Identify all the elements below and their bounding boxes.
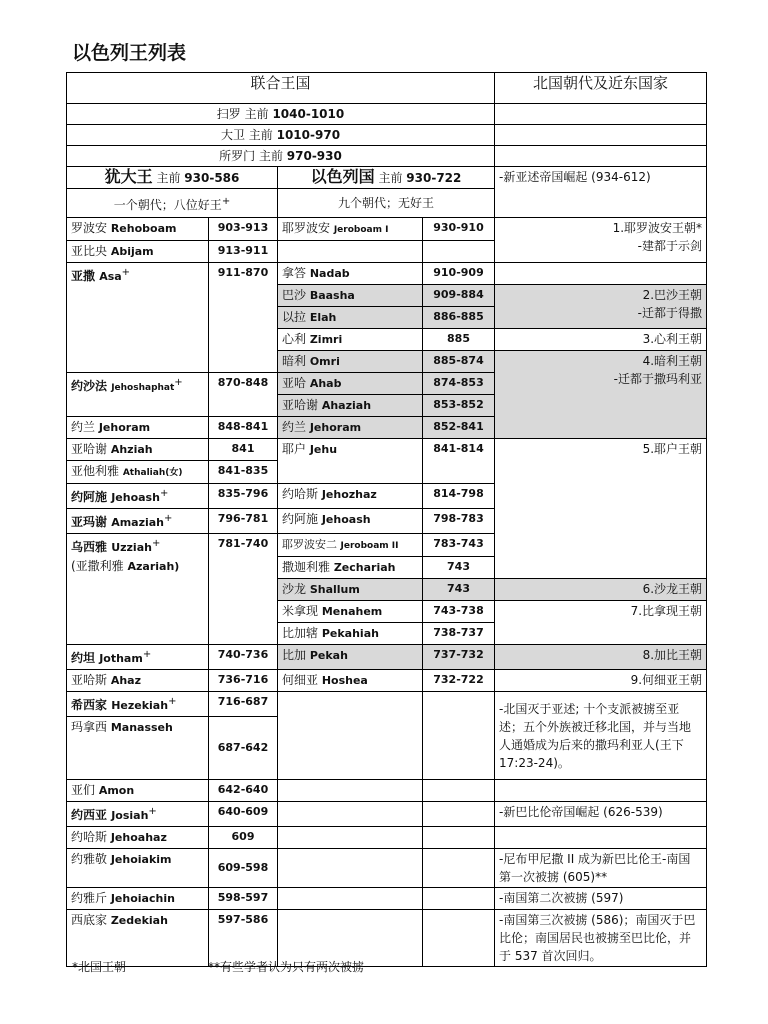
israel-king-cn: 巴沙	[282, 288, 310, 302]
judah-king-cn: 亚们	[71, 783, 99, 797]
israel-title: 以色列国	[310, 167, 375, 186]
kings-table	[66, 72, 707, 967]
judah-king-en: Ahaz	[110, 674, 141, 687]
israel-king-en: Jeroboam II	[340, 541, 399, 551]
israel-king-en: Baasha	[309, 289, 355, 302]
israel-king-cn: 约兰	[282, 420, 310, 434]
dynasty-name: 6.沙龙王朝	[642, 582, 703, 596]
israel-king-cn: 比加辖	[282, 626, 322, 640]
israel-king-en: Ahab	[309, 377, 342, 390]
first-exile-note: -尼布甲尼撒 II 成为新巴比伦王-南国第一次被掳 (605)**	[495, 849, 707, 888]
judah-summary: 一个朝代；八位好王	[113, 197, 222, 212]
footnote-north-dynasty: *北国王朝	[72, 960, 127, 974]
dynasty-name: 4.暗利王朝	[642, 354, 703, 368]
table-row	[67, 439, 707, 461]
israel-king-cn: 心利	[282, 332, 310, 346]
judah-king-cn: 亚玛谢	[71, 515, 112, 529]
judah-king-years: 911-870	[209, 263, 278, 373]
judah-king-years: 740-736	[209, 645, 278, 670]
judah-king-en: Uzziah	[111, 541, 152, 554]
judah-king-en: Hezekiah	[111, 699, 169, 712]
israel-king-cn: 亚哈	[282, 376, 310, 390]
dynasty-name: 3.心利王朝	[642, 332, 703, 346]
dynasty-cell	[495, 329, 707, 351]
united-kingdom-header: 联合王国	[67, 73, 495, 104]
israel-king-years: 852-841	[423, 417, 495, 439]
table-row	[67, 670, 707, 692]
israel-king-en: Ahaziah	[321, 399, 372, 412]
israel-king-en: Jeroboam I	[333, 225, 389, 235]
judah-king-en: Amon	[98, 784, 135, 797]
israel-king-years: 910-909	[423, 263, 495, 285]
judah-king-years: 716-687	[209, 692, 278, 717]
judah-era-prefix: 主前	[156, 171, 185, 185]
judah-king-cn: 乌西雅	[71, 540, 112, 554]
judah-king-cn: 约坦	[71, 651, 100, 665]
united-king-years: 970-930	[286, 149, 342, 163]
israel-king-cn: 耶罗波安二	[282, 538, 341, 551]
israel-king-en: Pekah	[309, 649, 348, 662]
judah-king-alt-cn: (亚撒利雅	[71, 559, 128, 573]
babylon-note: -新巴比伦帝国崛起 (626-539)	[495, 802, 707, 827]
judah-king-cn: 亚哈谢	[71, 442, 111, 456]
judah-king-en: Jotham	[99, 652, 143, 665]
good-king-mark: +	[142, 649, 152, 660]
israel-era: 930-722	[406, 171, 462, 185]
dynasty-cell	[495, 670, 707, 692]
judah-king-cn: 亚比央	[71, 244, 111, 258]
judah-king-years: 687-642	[209, 717, 278, 780]
good-king-mark: +	[168, 696, 177, 707]
good-king-mark: +	[164, 513, 173, 524]
judah-king-alt-en: Azariah)	[127, 560, 180, 573]
united-king-years: 1040-1010	[272, 107, 345, 121]
judah-king-cn: 约兰	[71, 420, 99, 434]
dynasty-cell	[495, 439, 707, 579]
israel-king-cn: 约阿施	[282, 512, 322, 526]
judah-king-en: Jehoshaphat	[111, 383, 175, 393]
good-king-mark: +	[148, 806, 157, 817]
judah-king-en: Ahziah	[110, 443, 153, 456]
israel-king-years: 874-853	[423, 373, 495, 395]
judah-king-en: Jehoram	[98, 421, 151, 434]
israel-king-cn: 拿答	[282, 266, 310, 280]
united-king-name: 扫罗 主前	[216, 107, 273, 121]
assyria-note: -新亚述帝国崛起 (934-612)	[495, 167, 707, 218]
israel-era-prefix: 主前	[378, 171, 407, 185]
good-king-mark: +	[151, 538, 161, 549]
israel-king-years: 743	[423, 557, 495, 579]
judah-king-cn: 罗波安	[71, 221, 111, 235]
united-king-row	[67, 104, 707, 125]
kingdom-title-row	[67, 167, 707, 189]
judah-king-en: Jehoiakim	[110, 853, 172, 866]
judah-king-years: 640-609	[209, 802, 278, 827]
judah-king-en: Athaliah(女)	[122, 468, 183, 478]
israel-king-years: 738-737	[423, 623, 495, 645]
judah-king-years: 642-640	[209, 780, 278, 802]
israel-king-en: Nadab	[309, 267, 350, 280]
judah-king-years: 796-781	[209, 509, 278, 534]
judah-king-cn: 约阿施	[71, 490, 112, 504]
dynasty-cell	[495, 351, 707, 439]
israel-king-cn: 耶户	[282, 442, 310, 456]
united-king-row	[67, 146, 707, 167]
judah-king-years: 736-716	[209, 670, 278, 692]
israel-king-cn: 比加	[282, 648, 310, 662]
israel-king-cn: 撒迦利雅	[282, 560, 334, 574]
table-row	[67, 888, 707, 910]
judah-king-cn: 玛拿西	[71, 720, 111, 734]
judah-king-years: 598-597	[209, 888, 278, 910]
israel-king-years: 783-743	[423, 534, 495, 557]
good-king-mark: +	[221, 195, 231, 207]
israel-king-years: 798-783	[423, 509, 495, 534]
north-era-header: 北国朝代及近东国家	[495, 73, 707, 104]
dynasty-cell	[495, 579, 707, 601]
judah-king-cn: 约雅斤	[71, 891, 111, 905]
israel-king-years: 743	[423, 579, 495, 601]
israel-summary: 九个朝代；无好王	[278, 189, 495, 218]
israel-king-en: Zechariah	[333, 561, 396, 574]
united-king-row	[67, 125, 707, 146]
israel-king-cn: 亚哈谢	[282, 398, 322, 412]
good-king-mark: +	[159, 488, 169, 499]
table-row	[67, 849, 707, 888]
judah-king-years: 903-913	[209, 218, 278, 241]
dynasty-cell	[495, 218, 707, 263]
israel-king-en: Jehoash	[321, 513, 371, 526]
table-row	[67, 692, 707, 717]
israel-king-years: 885-874	[423, 351, 495, 373]
israel-king-years: 841-814	[423, 439, 495, 484]
judah-title-cell	[67, 167, 278, 189]
israel-king-years: 743-738	[423, 601, 495, 623]
israel-title-cell	[278, 167, 495, 189]
judah-king-years: 848-841	[209, 417, 278, 439]
judah-king-en: Asa	[99, 270, 122, 283]
judah-king-en: Jehoahaz	[110, 831, 167, 844]
united-king-years: 1010-970	[276, 128, 341, 142]
dynasty-cell	[495, 601, 707, 645]
judah-king-years: 870-848	[209, 373, 278, 417]
israel-king-en: Jehoram	[309, 421, 362, 434]
footnote-exiles: **有些学者认为只有两次被掳	[208, 960, 365, 974]
israel-king-cn: 何细亚	[282, 673, 322, 687]
judah-king-en: Abijam	[110, 245, 154, 258]
judah-king-cn: 西底家	[71, 913, 111, 927]
israel-king-years: 853-852	[423, 395, 495, 417]
judah-king-en: Amaziah	[111, 516, 165, 529]
dynasty-name: 1.耶罗波安王朝*	[612, 221, 703, 235]
united-king-name: 大卫 主前	[220, 128, 277, 142]
dynasty-cell	[495, 285, 707, 329]
table-row	[67, 910, 707, 967]
dynasty-name: 8.加比王朝	[642, 648, 703, 662]
dynasty-cell	[495, 645, 707, 670]
israel-king-en: Pekahiah	[321, 627, 379, 640]
second-exile-note: -南国第二次被掳 (597)	[495, 888, 707, 910]
judah-king-en: Rehoboam	[110, 222, 177, 235]
israel-king-en: Omri	[309, 355, 340, 368]
fall-north-note: -北国灭于亚述; 十个支派被掳至亚述；五个外族被迁移北国，并与当地人通婚成为后来的撒玛利亚人(王下 17:23-24)。	[495, 692, 707, 780]
header-row	[67, 73, 707, 104]
judah-king-years: 597-586	[209, 910, 278, 967]
israel-king-years: 814-798	[423, 484, 495, 509]
israel-king-years: 930-910	[423, 218, 495, 241]
united-king-name: 所罗门 主前	[219, 149, 287, 163]
table-row	[67, 780, 707, 802]
dynasty-capital: -建都于示剑	[637, 239, 703, 253]
dynasty-capital: -迁都于得撒	[637, 306, 703, 320]
israel-king-en: Shallum	[309, 583, 360, 596]
dynasty-capital: -迁都于撒玛利亚	[613, 372, 703, 386]
judah-king-years: 609	[209, 827, 278, 849]
good-king-mark: +	[121, 267, 131, 278]
judah-king-cn: 约沙法	[71, 379, 112, 393]
judah-king-cn: 希西家	[71, 698, 112, 712]
table-row	[67, 645, 707, 670]
judah-king-cn: 亚撒	[71, 269, 100, 283]
judah-king-en: Jehoiachin	[110, 892, 175, 905]
israel-king-en: Hoshea	[321, 674, 368, 687]
israel-king-years: 732-722	[423, 670, 495, 692]
israel-king-en: Menahem	[321, 605, 383, 618]
judah-era: 930-586	[184, 171, 240, 185]
israel-king-cn: 暗利	[282, 354, 310, 368]
israel-king-cn: 沙龙	[282, 582, 310, 596]
israel-king-years: 886-885	[423, 307, 495, 329]
israel-king-en: Jehu	[309, 443, 338, 456]
dynasty-name: 5.耶户王朝	[642, 442, 703, 456]
israel-king-en: Jehozhaz	[321, 488, 377, 501]
israel-king-cn: 米拿现	[282, 604, 322, 618]
israel-king-years: 909-884	[423, 285, 495, 307]
judah-king-cn: 亚他利雅	[71, 464, 123, 478]
page-title: 以色列王列表	[72, 42, 187, 64]
dynasty-name: 9.何细亚王朝	[630, 673, 703, 687]
judah-king-cn: 约西亚	[71, 808, 112, 822]
dynasty-name: 7.比拿现王朝	[630, 604, 703, 618]
israel-king-en: Elah	[309, 311, 337, 324]
judah-king-years: 835-796	[209, 484, 278, 509]
israel-king-cn: 耶罗波安	[282, 221, 334, 235]
judah-title: 犹大王	[104, 167, 153, 186]
judah-king-en: Manasseh	[110, 721, 173, 734]
judah-king-en: Josiah	[111, 809, 149, 822]
table-row	[67, 802, 707, 827]
judah-king-years: 609-598	[209, 849, 278, 888]
israel-king-years: 737-732	[423, 645, 495, 670]
judah-king-years: 841-835	[209, 461, 278, 484]
table-row	[67, 827, 707, 849]
judah-king-years: 781-740	[209, 534, 278, 645]
judah-king-years: 913-911	[209, 241, 278, 263]
third-exile-note: -南国第三次被掳 (586)；南国灭于巴比伦；南国居民也被掳至巴比伦，并于 537 首次回归。	[495, 910, 707, 967]
dynasty-name: 2.巴沙王朝	[642, 288, 703, 302]
table-row	[67, 218, 707, 241]
judah-king-cn: 亚哈斯	[71, 673, 111, 687]
judah-king-years: 841	[209, 439, 278, 461]
israel-king-cn: 约哈斯	[282, 487, 322, 501]
good-king-mark: +	[174, 377, 183, 388]
judah-king-en: Jehoash	[111, 491, 160, 504]
judah-king-cn: 约雅敬	[71, 852, 111, 866]
israel-king-years: 885	[423, 329, 495, 351]
israel-king-en: Zimri	[309, 333, 343, 346]
judah-king-en: Zedekiah	[110, 914, 168, 927]
judah-king-cn: 约哈斯	[71, 830, 111, 844]
israel-king-cn: 以拉	[282, 310, 310, 324]
